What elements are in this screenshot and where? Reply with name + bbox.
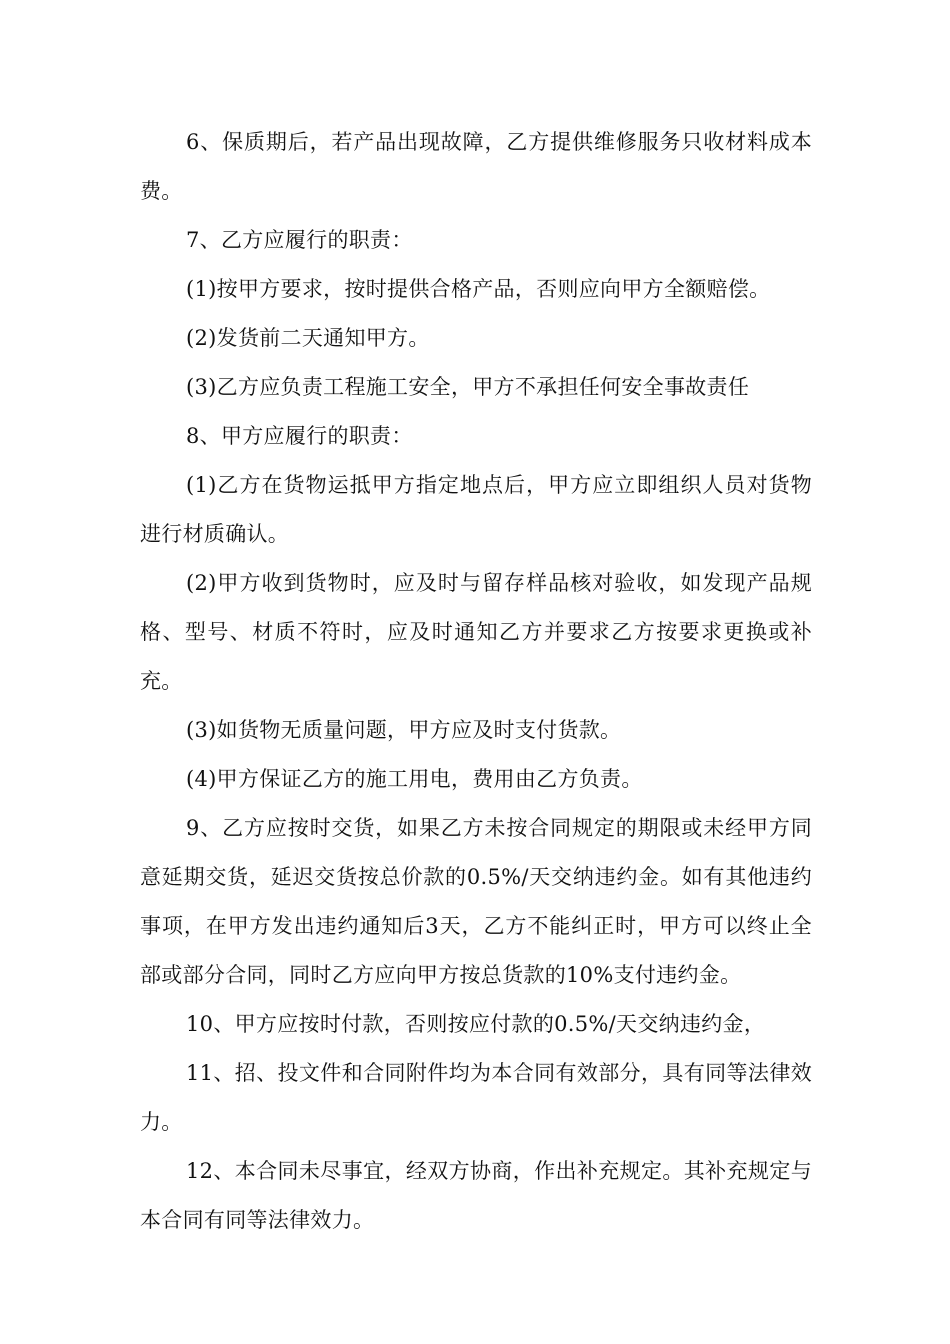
clause-6: 6、保质期后，若产品出现故障，乙方提供维修服务只收材料成本费。 xyxy=(140,130,812,203)
clause-8-item-2: (2)甲方收到货物时，应及时与留存样品核对验收，如发现产品规格、型号、材质不符时，应及时通知乙方并要求乙方按要求更换或补充。 xyxy=(140,571,812,693)
clause-12: 12、本合同未尽事宜，经双方协商，作出补充规定。其补充规定与本合同有同等法律效力。 xyxy=(140,1159,812,1232)
clause-8-item-4: (4)甲方保证乙方的施工用电，费用由乙方负责。 xyxy=(186,767,643,791)
clause-7-item-3: (3)乙方应负责工程施工安全，甲方不承担任何安全事故责任 xyxy=(186,375,750,399)
clause-8-item-3: (3)如货物无质量问题，甲方应及时支付货款。 xyxy=(186,718,622,742)
clause-11: 11、招、投文件和合同附件均为本合同有效部分，具有同等法律效力。 xyxy=(140,1061,812,1134)
document-body xyxy=(140,118,812,1245)
clause-8-heading: 8、甲方应履行的职责： xyxy=(186,424,413,448)
clause-7-heading: 7、乙方应履行的职责： xyxy=(186,228,413,252)
clause-8-item-1: (1)乙方在货物运抵甲方指定地点后，甲方应立即组织人员对货物进行材质确认。 xyxy=(140,473,812,546)
clause-7-item-1: (1)按甲方要求，按时提供合格产品，否则应向甲方全额赔偿。 xyxy=(186,277,771,301)
clause-9: 9、乙方应按时交货，如果乙方未按合同规定的期限或未经甲方同意延期交货，延迟交货按总价款的0.5%/天交纳违约金。如有其他违约事项，在甲方发出违约通知后3天，乙方不能纠正时，甲方可以终止全部或部分合同，同时乙方应向甲方按总货款的10%支付违约金。 xyxy=(140,816,812,987)
clause-10: 10、甲方应按时付款，否则按应付款的0.5%/天交纳违约金， xyxy=(186,1012,766,1036)
clause-7-item-2: (2)发货前二天通知甲方。 xyxy=(186,326,430,350)
